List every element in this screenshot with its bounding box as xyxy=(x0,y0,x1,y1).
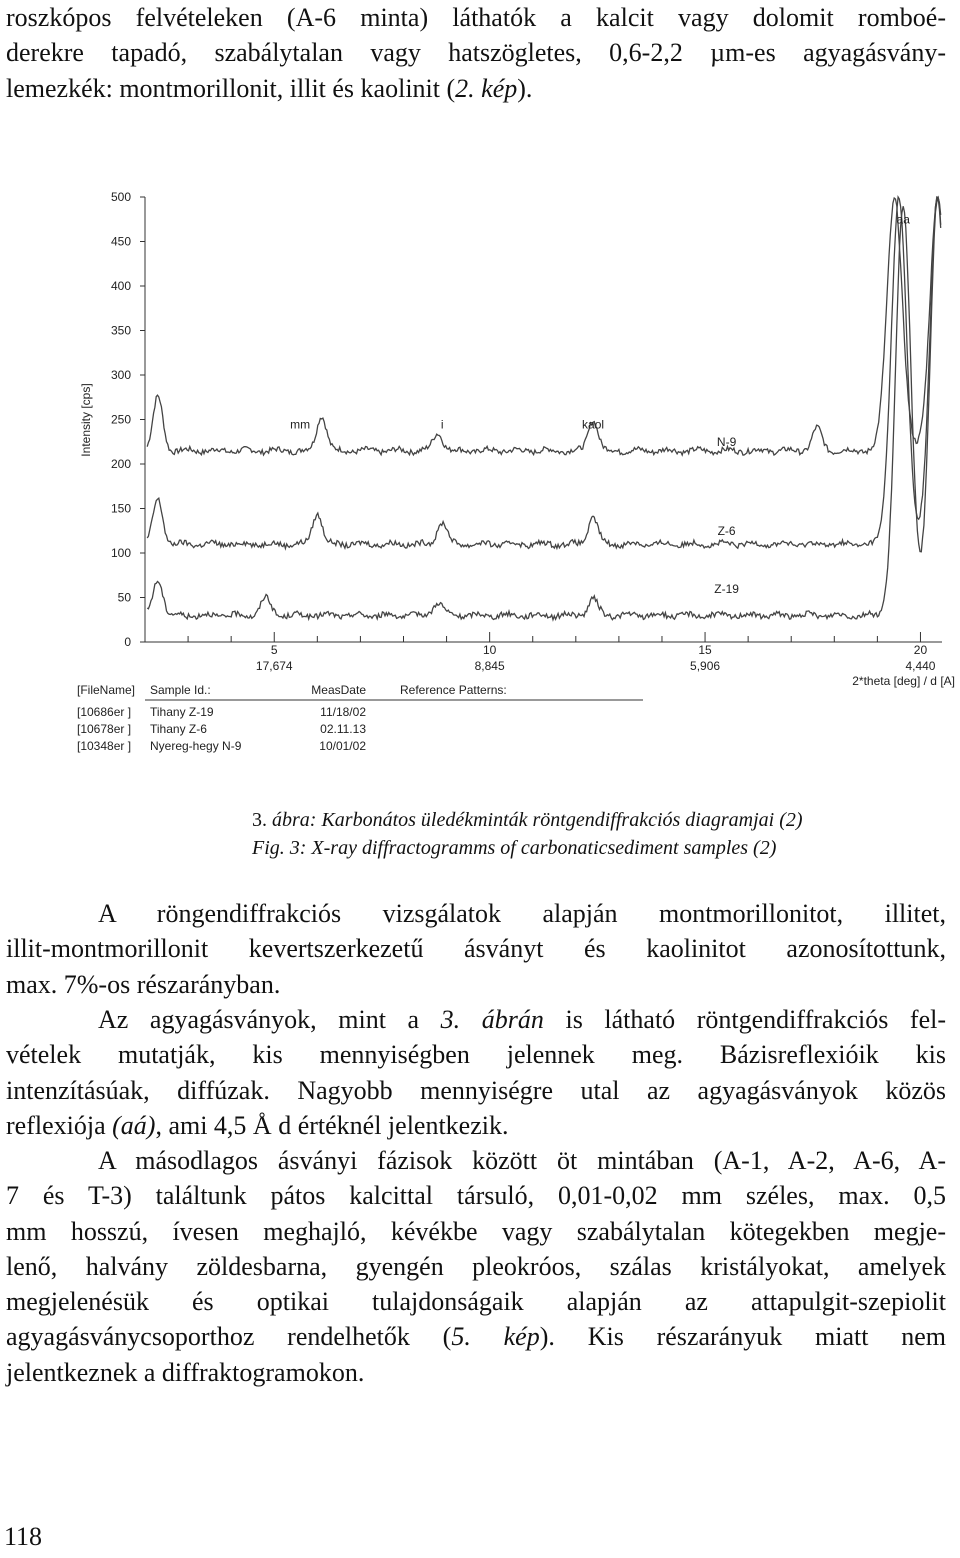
chart-series xyxy=(147,197,941,620)
legend-row-file: [10678er ] xyxy=(77,722,132,736)
legend-row-date: 10/01/02 xyxy=(319,739,366,753)
y-tick-label: 250 xyxy=(110,412,131,427)
legend-header-ref: Reference Patterns: xyxy=(400,683,507,697)
x-tick-label: 20 xyxy=(913,643,928,657)
text-line: agyagásványcsoporthoz rendelhetők (5. kép). Kis részarányuk miatt nem xyxy=(6,1322,946,1352)
figure-reference: 3. ábrán xyxy=(440,1005,544,1034)
legend-row-sample: Tihany Z-6 xyxy=(150,722,207,736)
chart-legend-table xyxy=(77,683,643,753)
legend-header-sample: Sample Id.: xyxy=(150,683,211,697)
y-tick-label: 150 xyxy=(110,501,131,516)
x-tick-d-label: 5,906 xyxy=(690,659,721,673)
y-axis-label: Intensity [cps] xyxy=(79,383,93,457)
body-paragraph-3 xyxy=(6,1143,946,1390)
series-line-3 xyxy=(147,198,941,620)
peak-annotation: Z-6 xyxy=(717,524,736,539)
y-tick-label: 100 xyxy=(110,546,131,560)
peak-annotation: kaol xyxy=(582,417,605,432)
chart-labels xyxy=(290,213,910,596)
legend-row-file: [10348er ] xyxy=(77,739,132,753)
y-tick-label: 200 xyxy=(110,457,131,471)
text-line: derekre tapadó, szabálytalan vagy hatszögletes, 0,6-2,2 µm-es agyagásvány- xyxy=(6,38,946,68)
peak-annotation: aa xyxy=(896,212,910,227)
peak-annotation: Z-19 xyxy=(714,582,739,597)
legend-row-date: 11/18/02 xyxy=(320,705,366,719)
text-line: mm hosszú, ívesen meghajló, kévékbe vagy szabálytalan kötegekben megje- xyxy=(6,1216,946,1246)
text-line: A másodlagos ásványi fázisok között öt mintában (A-1, A-2, A-6, A- xyxy=(98,1146,946,1175)
body-paragraph-1 xyxy=(6,896,946,1002)
peak-annotation: mm xyxy=(290,417,311,432)
x-tick-d-label: 17,674 xyxy=(255,659,293,673)
legend-row-sample: Nyereg-hegy N-9 xyxy=(150,739,242,753)
series-line-2 xyxy=(147,197,941,548)
y-tick-label: 450 xyxy=(110,234,131,249)
text-line: Az agyagásványok, mint a 3. ábrán is látható röntgendiffrakciós fel- xyxy=(98,1005,946,1034)
body-paragraph-2 xyxy=(6,1002,946,1143)
text-line: jelentkeznek a diffraktogramokon. xyxy=(6,1357,365,1387)
y-tick-label: 300 xyxy=(110,368,131,382)
text-line: 7 és T-3) találtunk pátos kalcittal társuló, 0,01-0,02 mm széles, max. 0,5 xyxy=(6,1181,946,1211)
text-line: lemezkék: montmorillonit, illit és kaolinit (2. kép). xyxy=(6,73,533,103)
figure-reference: 2. kép xyxy=(455,73,518,103)
legend-row-file: [10686er ] xyxy=(77,705,132,719)
x-tick-d-label: 8,845 xyxy=(474,659,505,673)
figure-caption-hu: 3. ábra: Karbonátos üledékminták röntgendiffrakciós diagramjai (2) xyxy=(252,809,803,831)
x-tick-label: 15 xyxy=(698,643,712,657)
peak-annotation: i xyxy=(440,417,444,432)
y-tick-label: 350 xyxy=(110,323,131,338)
legend-header-date: MeasDate xyxy=(311,683,366,697)
text-line: max. 7%-os részarányban. xyxy=(6,969,281,999)
page-number: 118 xyxy=(4,1522,43,1551)
x-tick-label: 5 xyxy=(270,643,278,657)
legend-row-sample: Tihany Z-19 xyxy=(150,705,214,719)
x-axis-label: 2*theta [deg] / d [A] xyxy=(852,674,955,688)
text-line: intenzításúak, diffúzak. Nagyobb mennyiségre utal az agyagásványok közös xyxy=(6,1075,946,1105)
series-line-1 xyxy=(147,197,941,455)
y-tick-label: 50 xyxy=(117,590,131,605)
text-line: reflexiója (aá), ami 4,5 Å d értéknél jelentkezik. xyxy=(6,1110,509,1140)
y-tick-label: 500 xyxy=(110,190,131,204)
figure-reference: 5. kép xyxy=(451,1322,540,1352)
peak-annotation: N-9 xyxy=(716,435,737,450)
figure-caption-en: Fig. 3: X-ray diffractogramms of carbonaticsediment samples (2) xyxy=(252,837,777,859)
text-line: vételek mutatják, kis mennyiségben jelennek meg. Bázisreflexióik kis xyxy=(6,1040,946,1070)
top-paragraph xyxy=(6,0,946,106)
text-line: lenő, halvány zöldesbarna, gyengén pleokróos, szálas kristályokat, amelyek xyxy=(6,1251,946,1281)
y-tick-label: 0 xyxy=(124,635,131,649)
x-tick-label: 10 xyxy=(482,643,497,657)
y-tick-label: 400 xyxy=(110,279,131,293)
text-line: megjelenésük és optikai tulajdonságaik alapján az attapulgit-szepiolit xyxy=(6,1287,946,1317)
text-line: A röngendiffrakciós vizsgálatok alapján montmorillonitot, illitet, xyxy=(98,899,946,928)
legend-row-date: 02.11.13 xyxy=(320,722,366,736)
x-tick-d-label: 4,440 xyxy=(905,659,936,673)
xrd-diffractogram-chart xyxy=(0,180,960,760)
text-line: illit-montmorillonit kevertszerkezetű ásványt és kaolinitot azonosítottunk, xyxy=(6,934,946,964)
text-line: roszkópos felvételeken (A-6 minta) láthatók a kalcit vagy dolomit romboé- xyxy=(6,3,946,32)
legend-header-file: [FileName] xyxy=(77,683,136,697)
